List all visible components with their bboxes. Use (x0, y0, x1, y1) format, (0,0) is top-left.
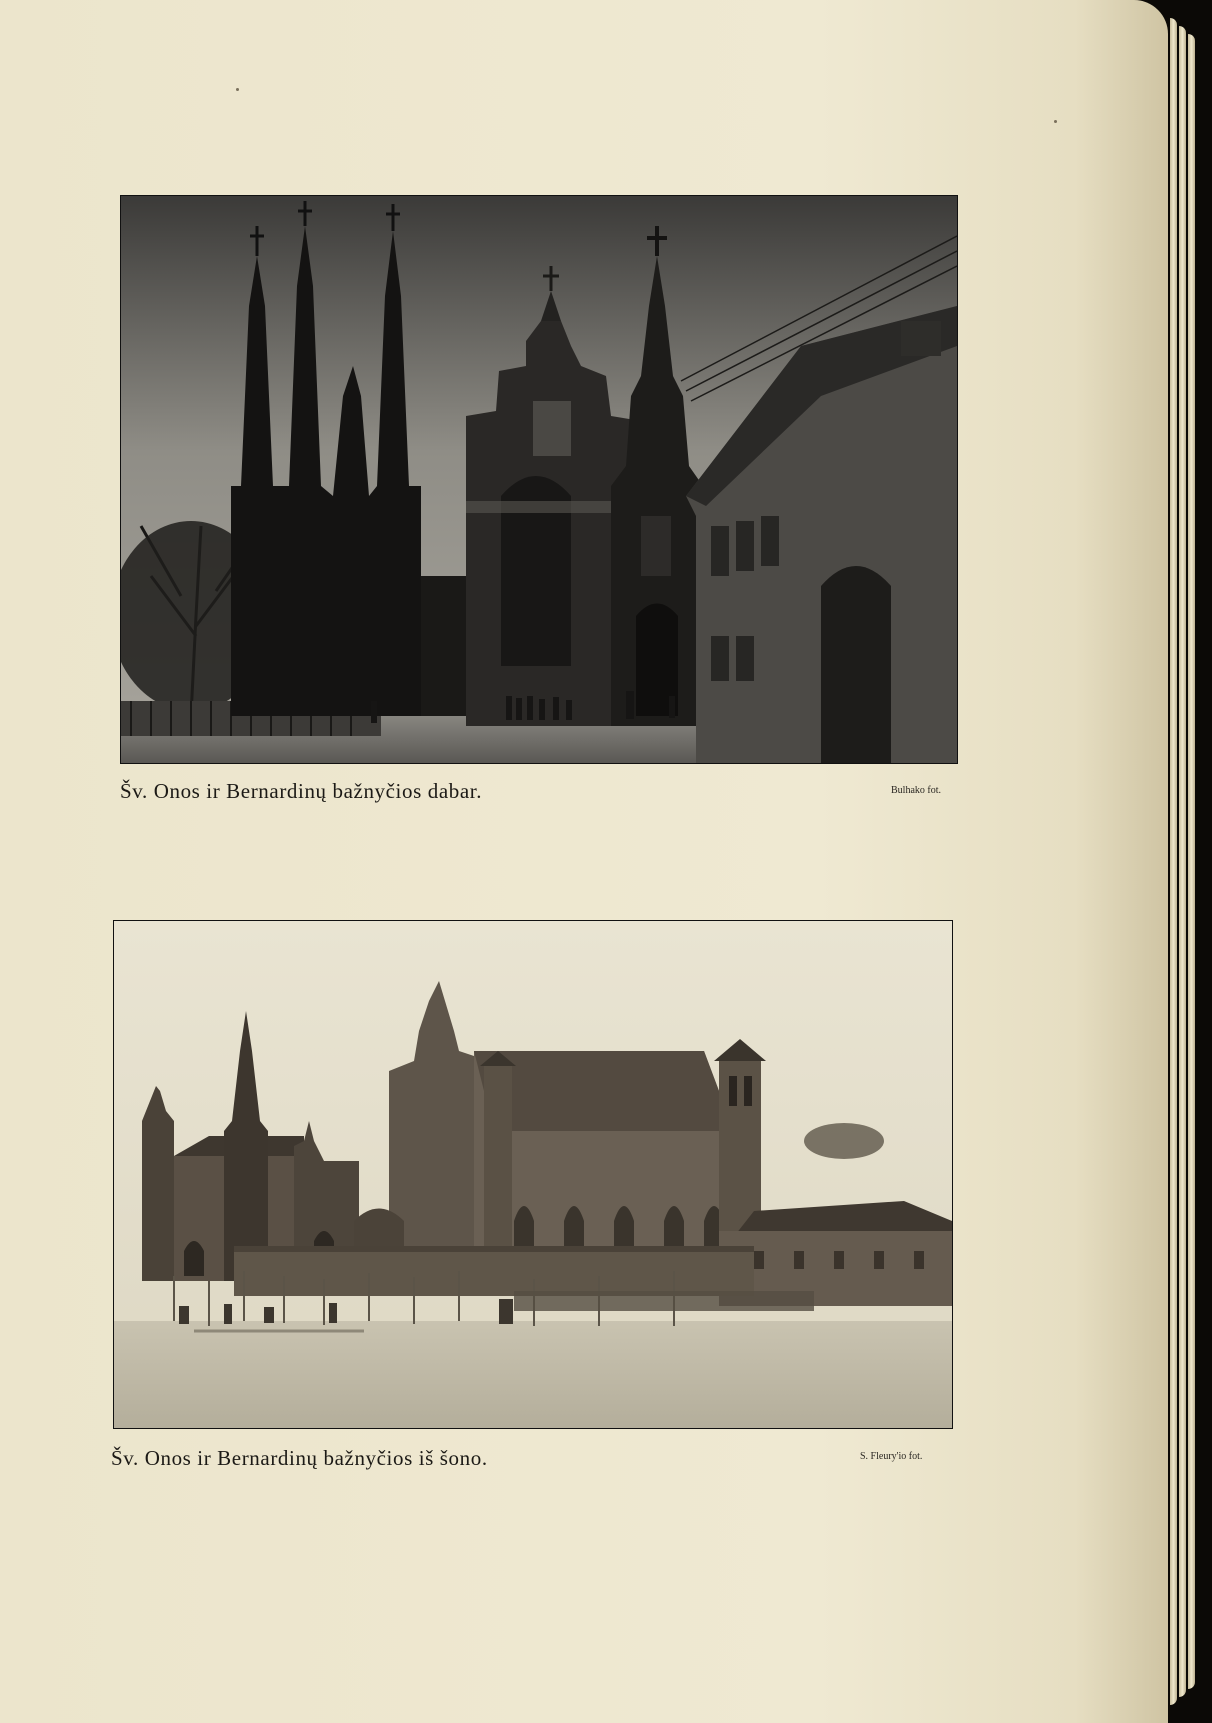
page-edge (1170, 18, 1177, 1705)
page-edge (1179, 26, 1186, 1697)
photo-plate-churches-side (113, 920, 953, 1429)
plate-caption: Šv. Onos ir Bernardinų bažnyčios dabar. (120, 779, 483, 803)
page-edge (1188, 34, 1195, 1689)
photo-credit: S. Fleury'io fot. (860, 1451, 923, 1462)
plate-caption: Šv. Onos ir Bernardinų bažnyčios iš šono. (111, 1446, 488, 1470)
paper-speck (1054, 120, 1057, 123)
photo-plate-churches-front (120, 195, 958, 764)
paper-speck (236, 88, 239, 91)
photo-credit: Bulhako fot. (891, 785, 941, 796)
